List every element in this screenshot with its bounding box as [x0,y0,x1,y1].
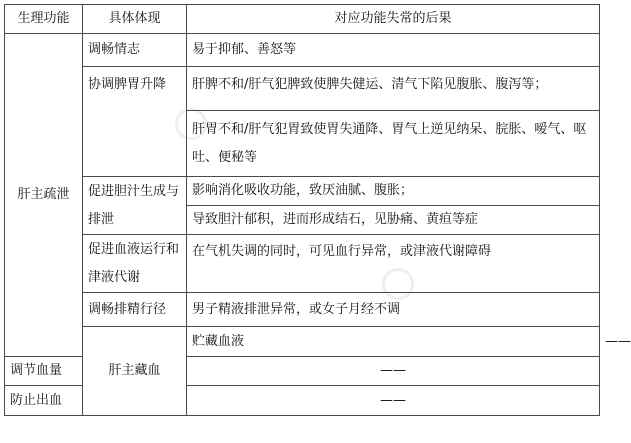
header-consequence: 对应功能失常的后果 [187,5,600,34]
consequence-cell: 在气机失调的同时，可见血行异常，或津液代谢障碍 [187,235,600,293]
function-liver-dispersing: 肝主疏泄 [5,34,83,357]
manifestation-cell: 调畅情志 [83,34,187,67]
consequence-cell: 男子精液排泄异常，或女子月经不调 [187,293,600,327]
manifestation-cell: 防止出血 [5,386,83,416]
consequence-cell: 易于抑郁、善怒等 [187,34,600,67]
table-row [5,293,600,327]
consequence-cell: —— [187,357,600,386]
manifestation-cell: 促进血液运行和津液代谢 [83,235,187,293]
table-row [5,67,600,111]
manifestation-cell: 贮藏血液 [187,327,600,357]
consequence-cell: 肝脾不和/肝气犯脾致使脾失健运、清气下陷见腹胀、腹泻等； [187,67,600,111]
header-function: 生理功能 [5,5,83,34]
table-row: 肝主藏血 贮藏血液 —— [5,327,600,357]
consequence-cell: 导致胆汁郁积，进而形成结石，见胁痛、黄疸等症 [187,206,600,235]
manifestation-cell: 促进胆汁生成与排泄 [83,177,187,235]
manifestation-cell: 调畅排精行径 [83,293,187,327]
table-row [5,177,600,206]
header-row [5,5,600,34]
table-row [5,34,600,67]
table-row [5,235,600,293]
manifestation-cell: 协调脾胃升降 [83,67,187,177]
function-liver-storing: 肝主藏血 [83,327,187,416]
consequence-cell: 肝胃不和/肝气犯胃致使胃失通降、胃气上逆见纳呆、脘胀、嗳气、呕吐、便秘等 [187,111,600,177]
consequence-cell: 影响消化吸收功能，致厌油腻、腹胀； [187,177,600,206]
manifestation-cell: 调节血量 [5,357,83,386]
function-table [4,4,631,416]
header-manifestation: 具体体现 [83,5,187,34]
consequence-cell: —— [187,386,600,416]
